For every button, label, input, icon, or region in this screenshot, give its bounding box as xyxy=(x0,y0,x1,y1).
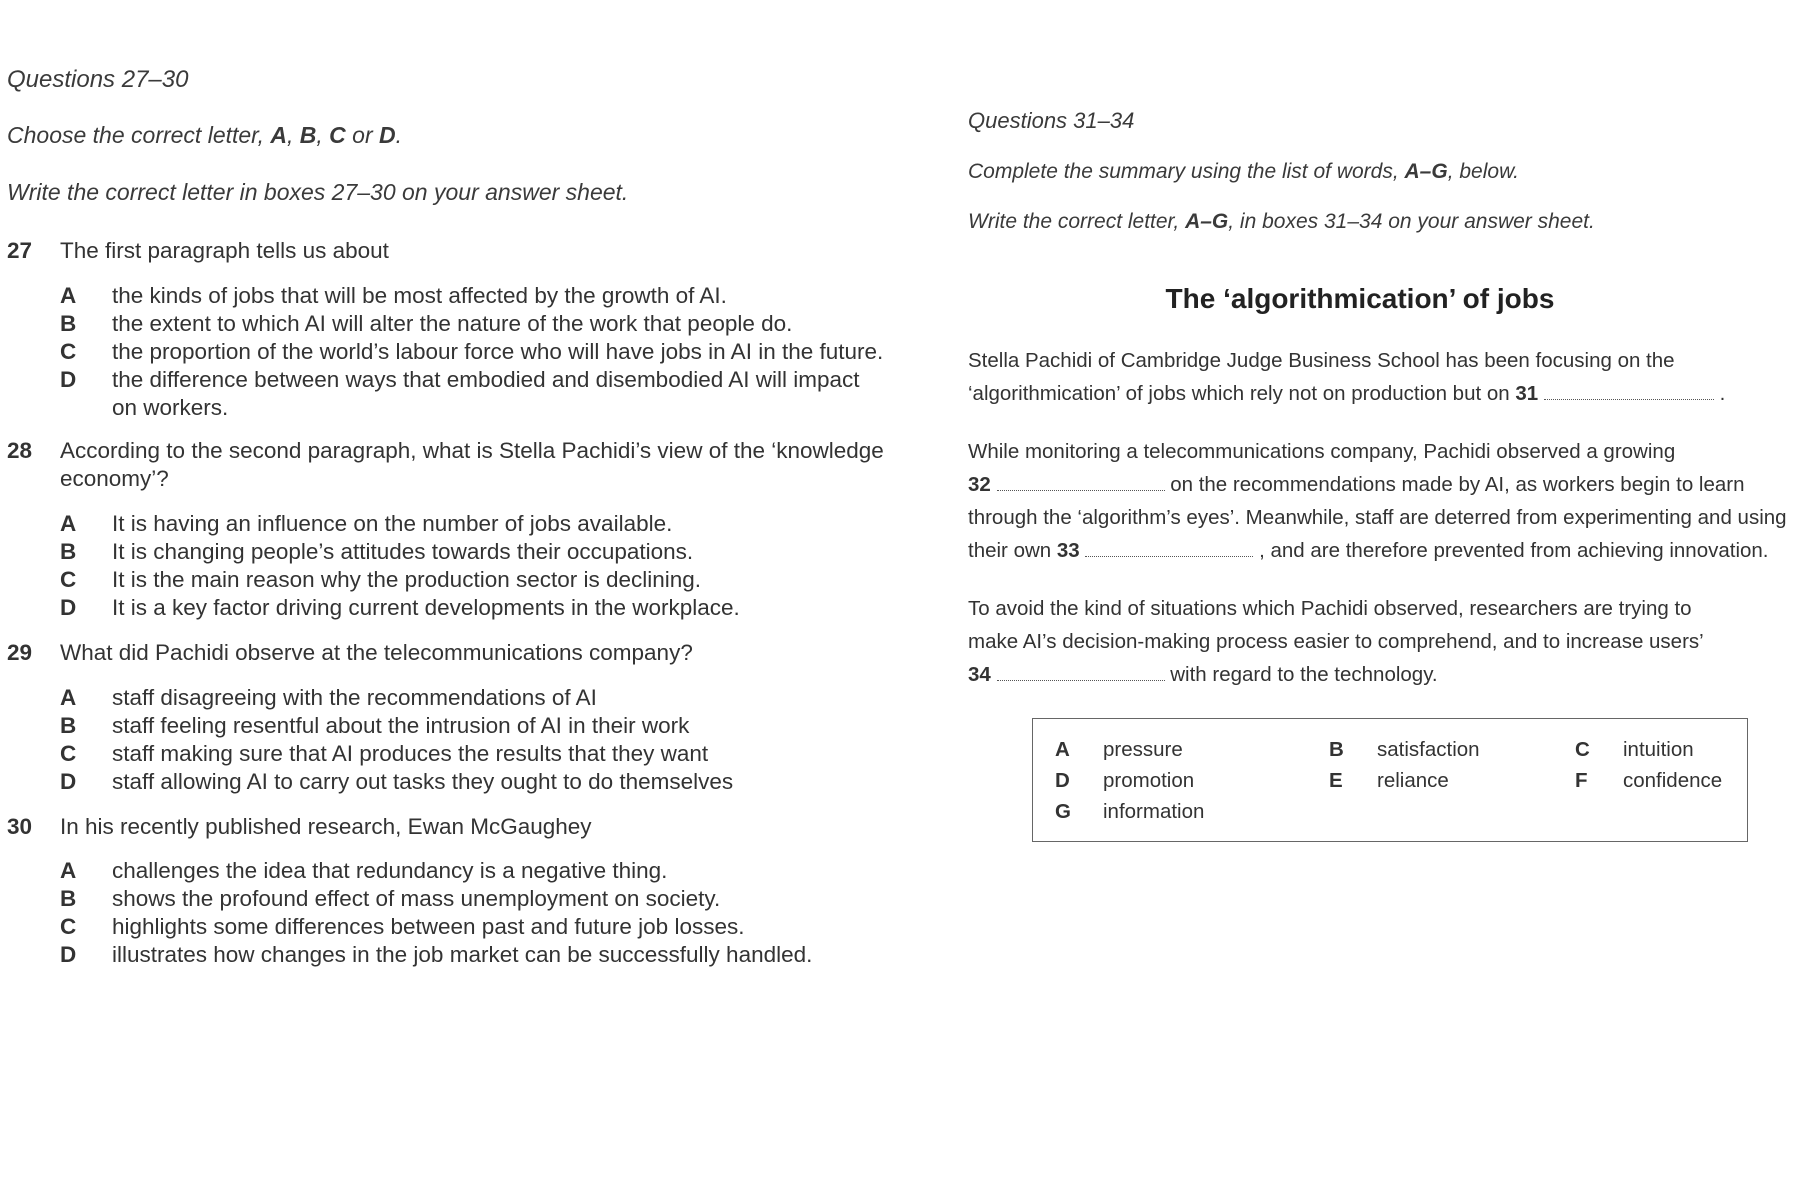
question-number: 30 xyxy=(7,814,33,839)
section-heading: Questions 31–34 xyxy=(968,108,1135,133)
summary-paragraph-2: While monitoring a telecommunications company, Pachidi observed a growing 32 on the recommendations made by AI, as workers begin to learn through the ‘algorithm’s eyes’. Meanwhile, staff are deterred from experimenting and using their own 33 , and are therefore prevented from achieving innovation. xyxy=(968,440,1787,562)
instruction-complete-summary: Complete the summary using the list of words, A–G, below. xyxy=(968,160,1519,183)
answer-gap-33[interactable] xyxy=(1085,538,1253,557)
instruction-write-letter: Write the correct letter in boxes 27–30 on your answer sheet. xyxy=(7,179,629,205)
answer-gap-34[interactable] xyxy=(997,662,1165,681)
gap-number-32: 32 xyxy=(968,473,991,496)
summary-title: The ‘algorithmication’ of jobs xyxy=(1165,283,1555,314)
answer-gap-31[interactable] xyxy=(1544,381,1714,400)
instruction-choose-letter: Choose the correct letter, A, B, C or D. xyxy=(7,122,403,148)
answer-gap-32[interactable] xyxy=(997,472,1165,491)
gap-number-33: 33 xyxy=(1056,539,1080,562)
word-list-box: A pressure B satisfaction C intuition D promotion E reliance F confidence G information xyxy=(1032,718,1748,842)
question-number: 28 xyxy=(7,438,33,463)
question-stem: The first paragraph tells us about xyxy=(60,238,389,263)
section-heading: Questions 27–30 xyxy=(7,66,189,93)
question-stem: According to the second paragraph, what is Stella Pachidi’s view of the ‘knowledge xyxy=(60,438,884,463)
gap-number-31: 31 xyxy=(1515,382,1539,405)
gap-number-34: 34 xyxy=(968,663,991,686)
question-stem: What did Pachidi observe at the telecommunications company? xyxy=(60,640,693,665)
question-number: 29 xyxy=(7,640,33,665)
question-stem: In his recently published research, Ewan McGaughey xyxy=(60,814,592,839)
summary-paragraph-3: To avoid the kind of situations which Pachidi observed, researchers are trying to make AI’s decision-making process easier to comprehend, and to increase users’ 34 with regard to the technology. xyxy=(968,597,1704,686)
summary-paragraph-1: Stella Pachidi of Cambridge Judge Business School has been focusing on the ‘algorithmication’ of jobs which rely not on production but on 31 . xyxy=(968,349,1726,405)
instruction-write-letter: Write the correct letter, A–G, in boxes 31–34 on your answer sheet. xyxy=(968,210,1595,233)
question-number: 27 xyxy=(7,238,33,263)
